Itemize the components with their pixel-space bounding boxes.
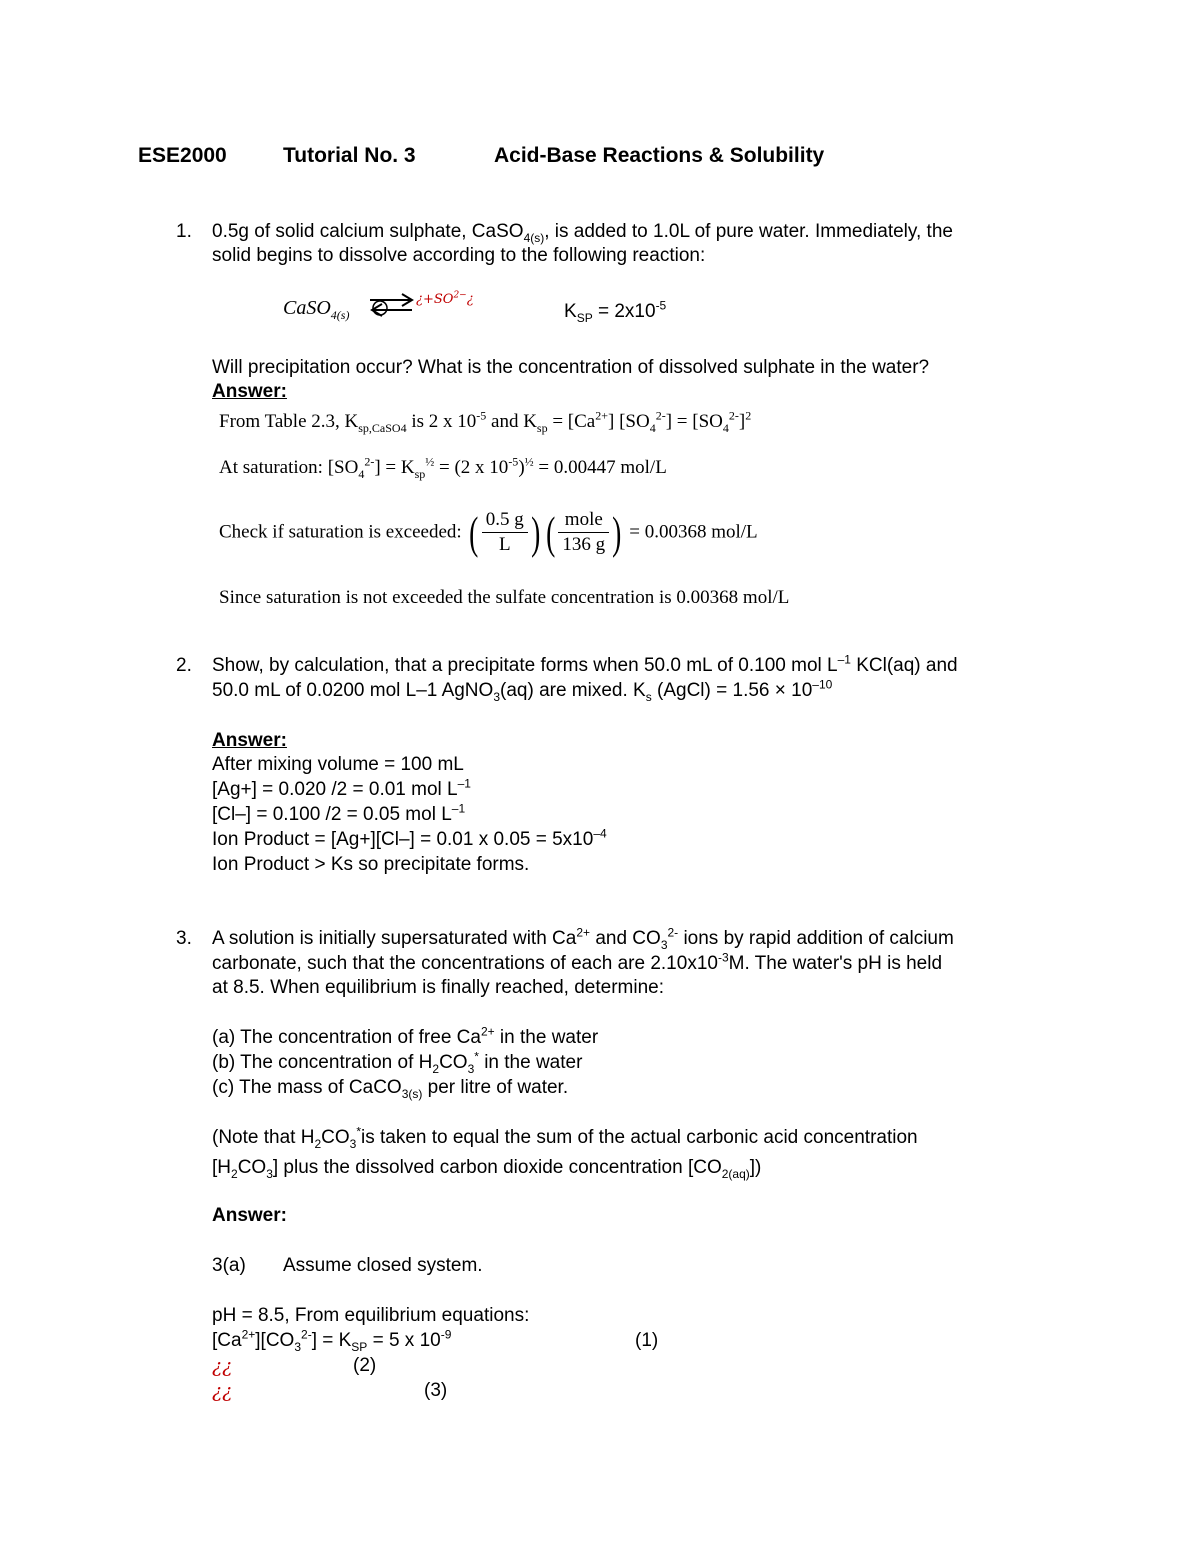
fraction-mass-per-litre: $\frac{0.5 g}{L}$ — [482, 508, 528, 557]
q3-line3: at 8.5. When equilibrium is finally reached, determine: — [212, 977, 665, 998]
q1-answer-line3: Check if saturation is exceeded: ( $\frac{0.5 g}{L}$ ) ( $\frac{\text{mole}}{136 g}$ ) = 0.00368 mol/L — [219, 506, 758, 558]
q2-line2: 50.0 mL of 0.0200 mol L–1 AgNO$_3$(aq) are mixed. $K_s$ (AgCl) = $1.56 \times 10^{-10}$ — [212, 677, 833, 704]
q3-equation-2-number: (2) — [353, 1355, 377, 1376]
q1-answer-line1: From Table 2.3, $K_{sp,CaSO4}$ is 2 x $10^{-5}$ and $K_{sp} = [Ca^{2+}] [SO_4^{2-}] = [SO_4^{2-}]^2$ — [219, 408, 752, 435]
q1-equation-glitch: ¿$+SO^{2-}¿$ — [416, 290, 474, 307]
q3-line2: carbonate, such that the concentrations of each are $2.10x10^{-3}M$. The water's pH is held — [212, 950, 943, 974]
q1-ksp: $K_{SP} = 2x10^{-5}$ — [564, 298, 667, 325]
q1-question: Will precipitation occur? What is the concentration of dissolved sulphate in the water? — [212, 357, 930, 378]
q1-answer-line2: At saturation: $[SO_4^{2-}] = K_{sp}^{\frac{1}{2}} = (2$ x $10^{-5})^{\frac{1}{2}} = 0.00447$ mol/L — [219, 454, 667, 481]
q2-answer-line1: After mixing volume = 100 mL — [212, 754, 464, 775]
q2-answer-line4: Ion Product = [Ag+][Cl–] = 0.01 x $0.05 = 5x10^{-4}$ — [212, 826, 607, 850]
q1-reaction-equation: CaSO$_{4(s)}$ — [283, 297, 350, 322]
q3-equation-1-number: (1) — [635, 1330, 659, 1351]
q3-note-line2: $[H_2CO_3]$ plus the dissolved carbon dioxide concentration $[CO_{2(aq)}]$) — [212, 1157, 762, 1181]
q3-equation-1: $[Ca^{2+}][CO_3^{2-}] = K_{SP} = 5$ x $10^{-9}$ — [212, 1327, 452, 1354]
q3-note-line1: (Note that $H_2CO_3^*is$ taken to equal the sum of the actual carbonic acid concentration — [212, 1124, 918, 1151]
q2-number: 2. — [176, 655, 192, 676]
q1-answer-line4: Since saturation is not exceeded the sulfate concentration is 0.00368 mol/L — [219, 587, 790, 608]
q3-number: 3. — [176, 928, 192, 949]
q3-part-c: (c) The mass of CaCO$_{3(s)}$ per litre of water. — [212, 1077, 569, 1101]
q1-answer-label: Answer: — [212, 381, 287, 402]
q1-line1: 0.5g of solid calcium sulphate, CaSO$_{4(s)}$, is added to 1.0L of pure water. Immediately, the — [212, 221, 953, 245]
tutorial-topic: Acid-Base Reactions & Solubility — [494, 144, 825, 167]
q3-part-a: (a) The concentration of free $Ca^{2+}$ in the water — [212, 1024, 599, 1048]
q1-line2: solid begins to dissolve according to the following reaction: — [212, 245, 706, 266]
q2-answer-line3: [Cl–] = 0.100 /2 = 0.05 mol $L^{-1}$ — [212, 801, 466, 825]
q1-number: 1. — [176, 221, 192, 242]
q2-answer-line2: [Ag+] = 0.020 /2 = 0.01 mol $L^{-1}$ — [212, 776, 471, 800]
q2-answer-line5: Ion Product > Ks so precipitate forms. — [212, 854, 530, 875]
q3-part-text: Assume closed system. — [283, 1255, 483, 1276]
q2-line1: Show, by calculation, that a precipitate forms when 50.0 mL of 0.100 mol $L^{-1}$ KCl(aq) and — [212, 652, 958, 676]
q1-equilibrium-arrow-icon — [368, 290, 418, 327]
q2-answer-label: Answer: — [212, 730, 287, 751]
q3-equation-3-glitch: ¿¿ — [212, 1380, 233, 1402]
q3-part-b: (b) The concentration of $H_2CO_3^*$ in the water — [212, 1049, 583, 1076]
tutorial-number: Tutorial No. 3 — [283, 144, 416, 167]
fraction-mole-per-mass: $\frac{\text{mole}}{136 g}$ — [558, 508, 609, 557]
q3-ph-line: pH = 8.5, From equilibrium equations: — [212, 1305, 530, 1326]
q3-equation-3-number: (3) — [424, 1380, 448, 1401]
course-code: ESE2000 — [138, 144, 227, 167]
q3-equation-2-glitch: ¿¿ — [212, 1355, 233, 1377]
q3-part-label: 3(a) — [212, 1255, 246, 1276]
q3-answer-label: Answer: — [212, 1205, 287, 1226]
q3-line1: A solution is initially supersaturated with $Ca^{2+}$ and $CO_3^{2-}$ ions by rapid addition of calcium — [212, 925, 954, 952]
